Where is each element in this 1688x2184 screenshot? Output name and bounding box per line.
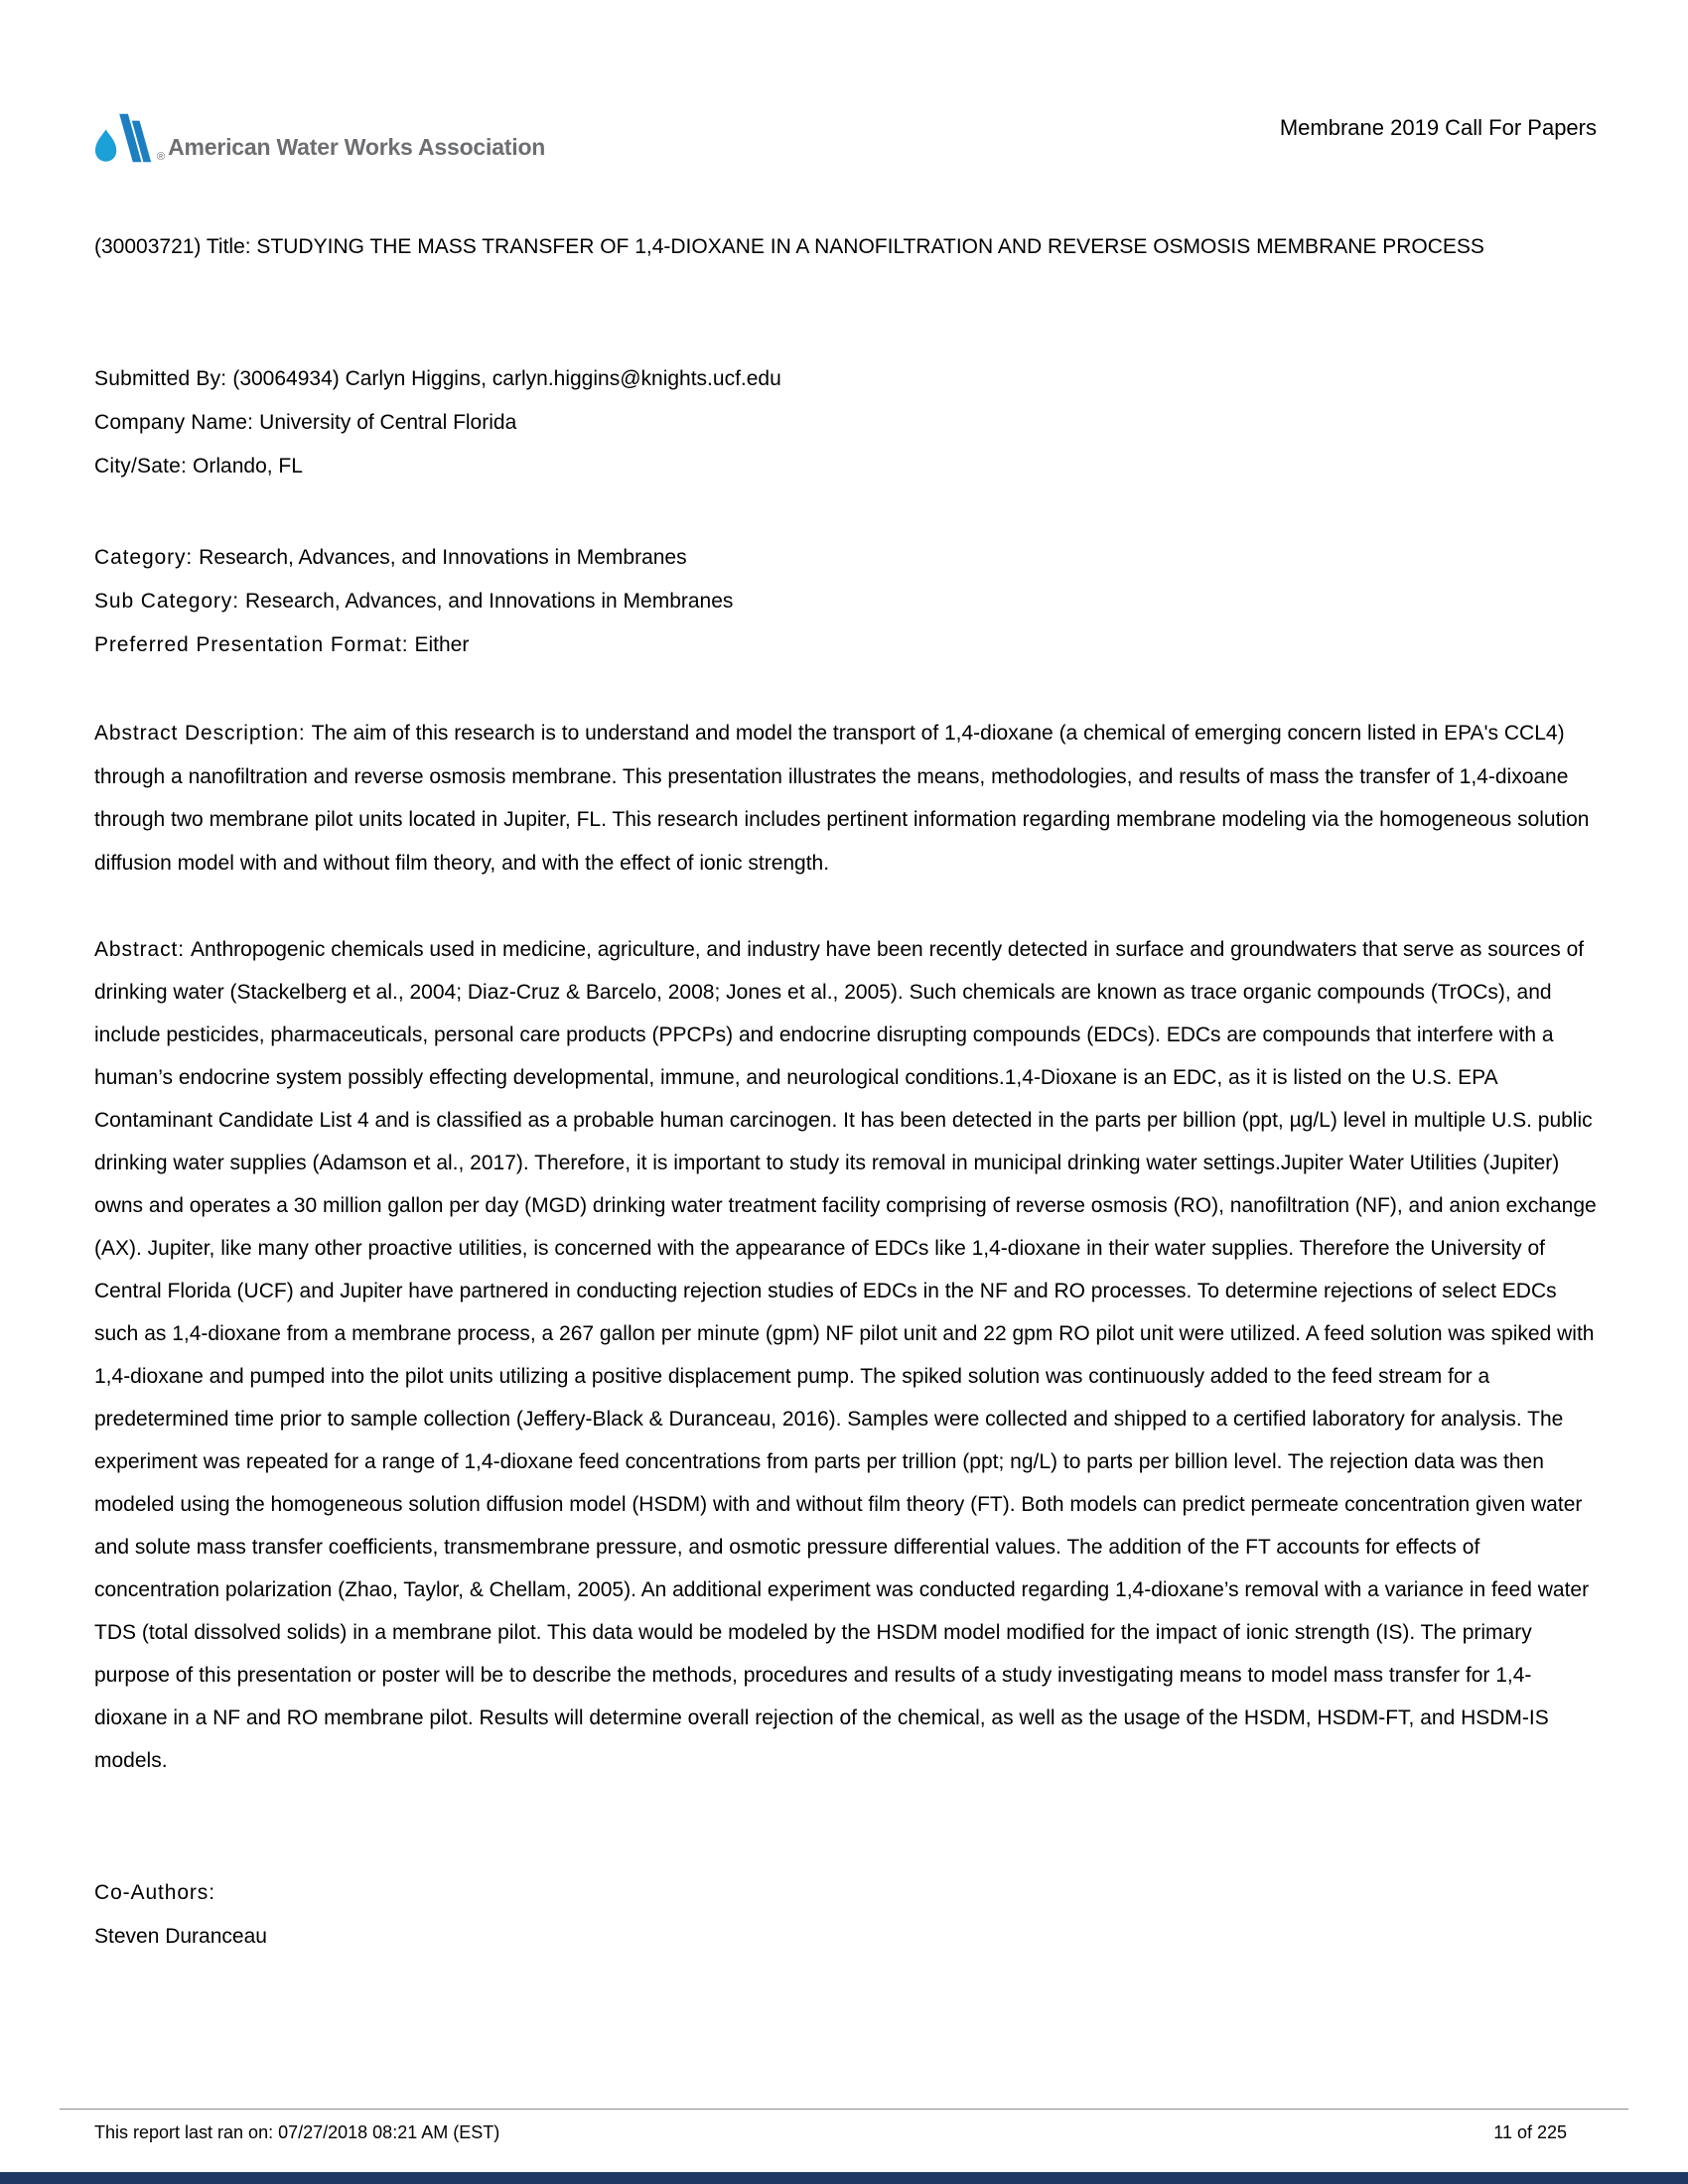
sub-category-value: Research, Advances, and Innovations in Membranes [244, 590, 734, 613]
presentation-format-value: Either [414, 633, 470, 656]
classification-info [94, 536, 1597, 667]
presentation-format-label: Preferred Presentation Format: [94, 633, 409, 656]
report-last-ran-text: This report last ran on: 07/27/2018 08:21 AM (EST) [94, 2122, 500, 2142]
city-state-label: City/Sate: [94, 455, 188, 478]
page-number: 11 of 225 [1493, 2122, 1567, 2142]
abstract-description-label: Abstract Description: [94, 722, 306, 745]
category-value: Research, Advances, and Innovations in Membranes [199, 546, 687, 569]
submitted-by-line [94, 357, 1597, 401]
co-authors-label: Co-Authors: [94, 1881, 215, 1904]
sub-category-line [94, 580, 1597, 623]
abstract-label: Abstract: [94, 938, 185, 961]
city-state-value: Orlando, FL [193, 455, 303, 478]
abstract-title: (30003721) Title: STUDYING THE MASS TRANSFER OF 1,4-DIOXANE IN A NANOFILTRATION AND REVERSE OSMOSIS MEMBRANE PROCESS [94, 235, 1484, 258]
co-authors-label-line [94, 1871, 1597, 1915]
city-state-line [94, 445, 1597, 488]
footer-divider [60, 2109, 1628, 2110]
category-label: Category: [94, 546, 194, 569]
category-line [94, 536, 1597, 580]
awwa-water-drop-icon [94, 111, 156, 165]
abstract-description-paragraph [94, 712, 1597, 885]
sub-category-label: Sub Category: [94, 590, 239, 613]
bottom-accent-bar [0, 2172, 1688, 2184]
abstract-text: Anthropogenic chemicals used in medicine, agriculture, and industry have been recently detected in surface and groundwaters that serve as sources of drinking water (Stackelberg et al., 2004; Diaz-Cruz & Barcelo, 2008; Jones et al., 2005). Such chemicals are known as trace organic compounds (TrOCs), and include pesticides, pharmaceuticals, personal care products (PPCPs) and endocrine disrupting compounds (EDCs). EDCs are compounds that interfere with a human’s endocrine system possibly effecting developmental, immune, and neurological conditions.1,4-Dioxane is an EDC, as it is listed on the U.S. EPA Contaminant Candidate List 4 and is classified as a probable human carcinogen. It has been detected in the parts per billion (ppt, µg/L) level in multiple U.S. public drinking water supplies (Adamson et al., 2017). Therefore, it is important to study its removal in municipal drinking water settings.Jupiter Water Utilities (Jupiter) owns and operates a 30 million gallon per day (MGD) drinking water treatment facility comprising of reverse osmosis (RO), nanofiltration (NF), and anion exchange (AX). Jupiter, like many other proactive utilities, is concerned with the appearance of EDCs like 1,4-dioxane in their water supplies. Therefore the University of Central Florida (UCF) and Jupiter have partnered in conducting rejection studies of EDCs in the NF and RO processes. To determine rejections of select EDCs such as 1,4-dioxane from a membrane process, a 267 gallon per minute (gpm) NF pilot unit and 22 gpm RO pilot unit were utilized. A feed solution was spiked with 1,4-dioxane and pumped into the pilot units utilizing a positive displacement pump. The spiked solution was continuously added to the feed stream for a predetermined time prior to sample collection (Jeffery-Black & Duranceau, 2016). Samples were collected and shipped to a certified laboratory for analysis. The experiment was repeated for a range of 1,4-dioxane feed concentrations from parts per trillion (ppt; ng/L) to parts per billion level. The rejection data was then modeled using the homogeneous solution diffusion model (HSDM) with and without film theory (FT). Both models can predict permeate concentration given water and solute mass transfer coefficients, transmembrane pressure, and osmotic pressure differential values. The addition of the FT accounts for effects of concentration polarization (Zhao, Taylor, & Chellam, 2005). An additional experiment was conducted regarding 1,4-dioxane’s removal with a variance in feed water TDS (total dissolved solids) in a membrane pilot. This data would be modeled by the HSDM model modified for the impact of ionic strength (IS). The primary purpose of this presentation or poster will be to describe the methods, procedures and results of a study investigating means to model mass transfer for 1,4-dioxane in a NF and RO membrane pilot. Results will determine overall rejection of the chemical, as well as the usage of the HSDM, HSDM-FT, and HSDM-IS models. [94, 938, 1597, 1772]
page-footer [94, 2120, 1567, 2144]
submitted-by-label: Submitted By: [94, 367, 227, 390]
registered-trademark-symbol: ® [157, 151, 166, 163]
report-header-title: Membrane 2019 Call For Papers [1279, 115, 1597, 140]
company-name-label: Company Name: [94, 411, 254, 434]
awwa-logo [94, 111, 545, 165]
submitted-by-value: (30064934) Carlyn Higgins, carlyn.higgins@knights.ucf.edu [232, 367, 781, 390]
presentation-format-line [94, 623, 1597, 667]
co-author-name: Steven Duranceau [94, 1925, 267, 1948]
co-authors-section [94, 1871, 1597, 1959]
submission-info [94, 357, 1597, 488]
page-header [94, 111, 1597, 169]
abstract-paragraph [94, 928, 1597, 1782]
abstract-description-text: The aim of this research is to understand and model the transport of 1,4-dioxane (a chemical of emerging concern listed in EPA's CCL4) through a nanofiltration and reverse osmosis membrane. This presentation illustrates the means, methodologies, and results of mass the transfer of 1,4-dixoane through two membrane pilot units located in Jupiter, FL. This research includes pertinent information regarding membrane modeling via the homogeneous solution diffusion model with and without film theory, and with the effect of ionic strength. [94, 722, 1590, 875]
awwa-logo-text: American Water Works Association [168, 134, 546, 160]
company-name-line [94, 401, 1597, 445]
company-name-value: University of Central Florida [259, 411, 517, 434]
